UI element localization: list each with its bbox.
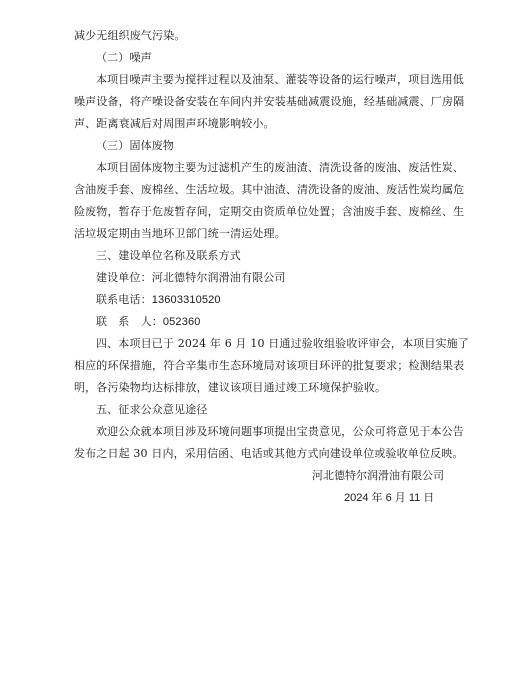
public-opinion-paragraph-line-2: 发布之日起 30 日内，采用信函、电话或其他方式向建设单位或验收单位反映。 [74,447,464,460]
solid-waste-paragraph-line-4: 活垃圾定期由当地环卫部门统一清运处理。 [74,227,286,240]
noise-paragraph-line-3: 声、距离衰减后对周围声环境影响较小。 [74,117,275,130]
section-heading-noise: （二）噪声 [96,51,152,64]
paragraph-continuation: 减少无组织废气污染。 [74,29,186,42]
section-heading-public-opinion: 五、征求公众意见途径 [96,403,208,416]
contact-person: 联 系 人：052360 [96,316,201,328]
noise-paragraph-line-2: 噪声设备，将产噪设备安装在车间内并安装基础减震设施，经基础减震、厂房隔 [74,95,465,108]
section-heading-contact: 三、建设单位名称及联系方式 [96,249,241,262]
public-opinion-paragraph-line-1: 欢迎公众就本项目涉及环境问题事项提出宝贵意见，公众可将意见于本公告 [96,425,464,438]
acceptance-paragraph-line-2: 相应的环保措施，符合辛集市生态环境局对该项目环评的批复要求；检测结果表 [74,359,465,372]
signature-date: 2024 年 6 月 11 日 [344,492,435,504]
noise-paragraph-line-1: 本项目噪声主要为搅拌过程以及油泵、灌装等设备的运行噪声，项目选用低 [96,73,464,86]
signature-company: 河北德特尔润滑油有限公司 [312,469,444,482]
contact-phone: 联系电话：13603310520 [96,294,221,306]
section-heading-solid-waste: （三）固体废物 [96,139,175,152]
acceptance-paragraph-line-3: 明，各污染物均达标排放，建议该项目通过竣工环境保护验收。 [74,381,387,394]
acceptance-paragraph-line-1: 四、本项目已于 2024 年 6 月 10 日通过验收组验收评审会，本项目实施了 [96,337,469,350]
contact-company: 建设单位：河北德特尔润滑油有限公司 [96,271,286,284]
solid-waste-paragraph-line-2: 含油废手套、废棉丝、生活垃圾。其中油渣、清洗设备的废油、废活性炭均属危 [74,183,465,196]
solid-waste-paragraph-line-1: 本项目固体废物主要为过滤机产生的废油渣、清洗设备的废油、废活性炭、 [96,161,464,174]
solid-waste-paragraph-line-3: 险废物，暂存于危废暂存间，定期交由资质单位处置；含油废手套、废棉丝、生 [74,205,465,218]
